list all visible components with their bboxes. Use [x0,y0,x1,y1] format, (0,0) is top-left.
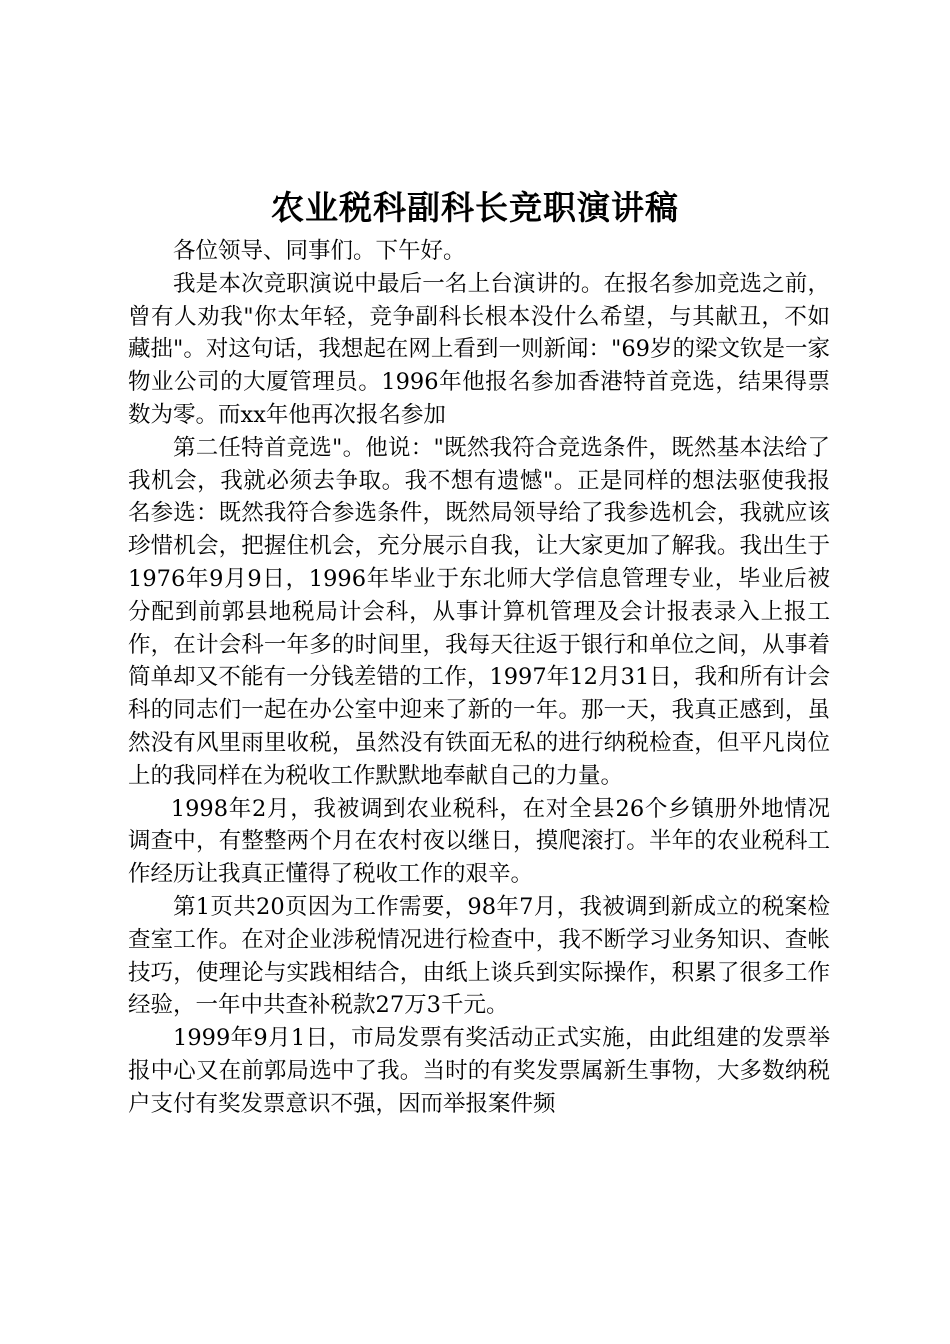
paragraph-invoice-center: 1999年9月1日，市局发票有奖活动正式实施，由此组建的发票举报中心又在前郭局选中了我。当时的有奖发票属新生事物，大多数纳税户支付有奖发票意识不强，因而举报案件频 [128,1025,830,1117]
paragraph-background: 第二任特首竞选"。他说："既然我符合竞选条件，既然基本法给了我机会，我就必须去争取。我不想有遗憾"。正是同样的想法驱使我报名参选：既然我符合参选条件，既然局领导给了我参选机会，我就应该珍惜机会，把握住机会，充分展示自我，让大家更加了解我。我出生于1976年9月9日，1996年毕业于东北师大学信息管理专业，毕业后被分配到前郭县地税局计会科，从事计算机管理及会计报表录入上报工作，在计会科一年多的时间里，我每天往返于银行和单位之间，从事着简单却又不能有一分钱差错的工作，1997年12月31日，我和所有计会科的同志们一起在办公室中迎来了新的一年。那一天，我真正感到，虽然没有风里雨里收税，虽然没有铁面无私的进行纳税检查，但平凡岗位上的我同样在为税收工作默默地奉献自己的力量。 [128,434,830,789]
document-title: 农业税科副科长竞职演讲稿 [271,188,679,227]
paragraph-inspection: 第1页共20页因为工作需要，98年7月，我被调到新成立的税案检查室工作。在对企业涉税情况进行检查中，我不断学习业务知识、查帐技巧，使理论与实践相结合，由纸上谈兵到实际操作，积累了很多工作经验，一年中共查补税款27万3千元。 [128,893,830,1019]
paragraph-intro: 我是本次竞职演说中最后一名上台演讲的。在报名参加竞选之前，曾有人劝我"你太年轻，竞争副科长根本没什么希望，与其献丑，不如藏拙"。对这句话，我想起在网上看到一则新闻："69岁的梁文钦是一家物业公司的大厦管理员。1996年他报名参加香港特首竞选，结果得票数为零。而xx年他再次报名参加 [128,270,830,428]
document-body [128,235,830,1121]
paragraph-greeting: 各位领导、同事们。下午好。 [173,238,466,264]
paragraph-agriculture-tax: 1998年2月，我被调到农业税科，在对全县26个乡镇册外地情况调查中，有整整两个月在农村夜以继日，摸爬滚打。半年的农业税科工作经历让我真正懂得了税收工作的艰辛。 [128,795,830,888]
